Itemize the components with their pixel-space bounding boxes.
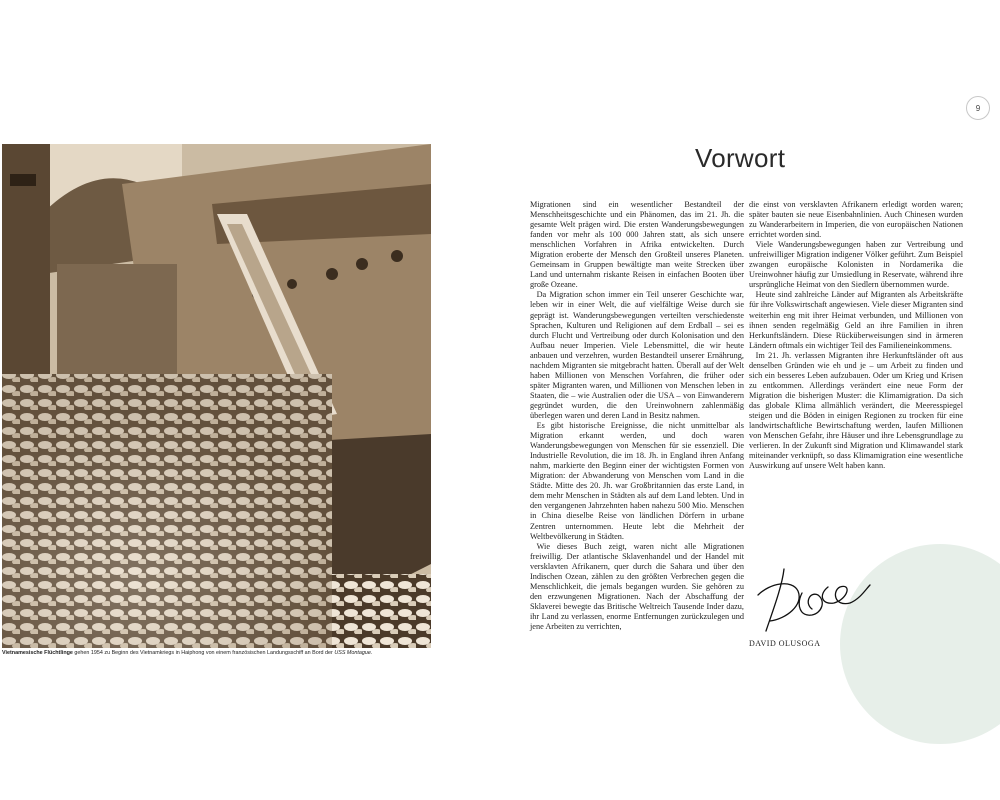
caption-text: gehen 1954 zu Beginn des Vietnamkriegs in Haiphong von einem französischen Landungsschiff an Bord der [72,650,335,656]
paragraph: Viele Wanderungsbewegungen haben zur Vertreibung und unfreiwilliger Migration indigener Völker geführt. Zum Beispiel zwangen europäische Kolonisten in Nordamerika die Ureinwohner häufig zur Umsiedlung in Reservate, während ihre ursprüngliche Heimat von den Siedlern übernommen wurde. [749,240,963,290]
paragraph: Heute sind zahlreiche Länder auf Migranten als Arbeitskräfte für ihre Volkswirtschaft angewiesen. Viele dieser Migranten sind weiterhin eng mit ihrer Heimat verbunden, und Millionen von ihnen senden regelmäßig Geld an ihre Familien in ihren Herkunftsländern. Diese Rücküberweisungen sind in ärmeren Ländern oftmals ein wichtiger Teil des Familieneinkommens. [749,290,963,350]
body-column-left [530,200,744,632]
paragraph: Wie dieses Buch zeigt, waren nicht alle Migrationen freiwillig. Der atlantische Sklavenhandel und der Handel mit versklavten Afrikanern, quer durch die Sahara und über den Indischen Ozean, zählen zu den größten Verbrechen gegen die Menschlichkeit, die jemals begangen wurden. Sie gehören zu den erzwungenen Migrationen. Nach der Abschaffung der Sklaverei bewegte das Britische Weltreich Tausende Inder dazu, ihr Land zu verlassen, enorme Entfernungen zurückzulegen und jene Arbeiten zu verrichten, [530,541,744,631]
page-number: 9 [966,96,990,120]
body-column-right [749,200,963,471]
author-signature [752,565,872,635]
paragraph: Migrationen sind ein wesentlicher Bestandteil der Menschheitsgeschichte und ein Phänomen, das im 21. Jh. die gesamte Welt prägen wird. Die ersten Wanderungsbewegungen fanden vor mehr als 100 000 Jahren statt, als sich unsere menschlichen Vorfahren in Afrika entwickelten. Durch Migration eroberte der Mensch den Großteil unseres Planeten. Gemeinsam in Gruppen bewältigte man weite Strecken über Land und unternahm riskante Reisen in einfachen Booten über große Ozeane. [530,200,744,290]
refugee-ship-photo [2,144,431,648]
photo-caption [2,650,442,656]
paragraph: Da Migration schon immer ein Teil unserer Geschichte war, leben wir in einer Welt, die auf vielfältige Weise durch sie geprägt ist. Wanderungsbewegungen verteilten verschiedenste Sprachen, Kulturen und Religionen auf dem Erdball – sei es durch Flucht und Vertreibung oder durch Kolonisation und den Aufbau neuer Imperien. Viele Lebensmittel, die wir heute anbauen und verzehren, wurden Bestandteil unserer Ernährung, nachdem Migranten sie mitgebracht hatten. Überall auf der Welt haben Millionen von Menschen Vorfahren, die früher oder später Migranten waren, und Millionen von Menschen leben in Staaten, die – wie Australien oder die USA – von Einwanderern gegründet wurden, die den Ureinwohnern zahlenmäßig überlegen waren und deren Land in Besitz nahmen. [530,290,744,420]
paragraph: Es gibt historische Ereignisse, die nicht unmittelbar als Migration erkannt werden, und doch waren Wanderungsbewegungen von Menschen für sie essenziell. Die Industrielle Revolution, die im 18. Jh. in England ihren Anfang nahm, markierte den Beginn einer der wichtigsten Formen von Migration: der Abwanderung von Menschen vom Land in die Städte. Mitte des 20. Jh. war Großbritannien das erste Land, in dem mehr Menschen in Städten als auf dem Land lebten. Und in den vergangenen Jahrzehnten haben nahezu 500 Mio. Menschen in China dieselbe Reise von ländlichen Dörfern in urbane Zentren unternommen. Heute lebt die Mehrheit der Weltbevölkerung in Städten. [530,421,744,541]
page-title: Vorwort [695,143,786,173]
paragraph: Im 21. Jh. verlassen Migranten ihre Herkunftsländer oft aus denselben Gründen wie eh und je – um Arbeit zu finden und sich ein besseres Leben aufzubauen. Oder um Krieg und Krisen zu entkommen. Allerdings verändert eine neue Form der Migration die bisherigen Muster: die Klimamigration. Da sich das globale Klima allmählich verändert, die Meeresspiegel steigen und die Böden in einigen Regionen zu trocken für eine landwirtschaftliche Bewirtschaftung werden, laufen Millionen von Menschen Gefahr, ihre Häuser und ihre Lebensgrundlage zu verlieren. In der Zukunft sind Migration und Klimawandel stark miteinander verknüpft, so dass Klimamigration eine wesentliche Auswirkung auf unsere Welt haben kann. [749,350,963,471]
caption-end: . [370,650,373,656]
caption-ship-name: USS Montague [334,650,371,656]
author-name: DAVID OLUSOGA [749,639,821,648]
paragraph: die einst von versklavten Afrikanern erledigt worden waren; später bauten sie neue Eisenbahnlinien. Auch Chinesen wurden zu Wanderarbeitern in Imperien, die von europäischen Nationen errichtet worden sind. [749,200,963,240]
caption-bold: Vietnamesische Flüchtlinge [2,650,73,656]
